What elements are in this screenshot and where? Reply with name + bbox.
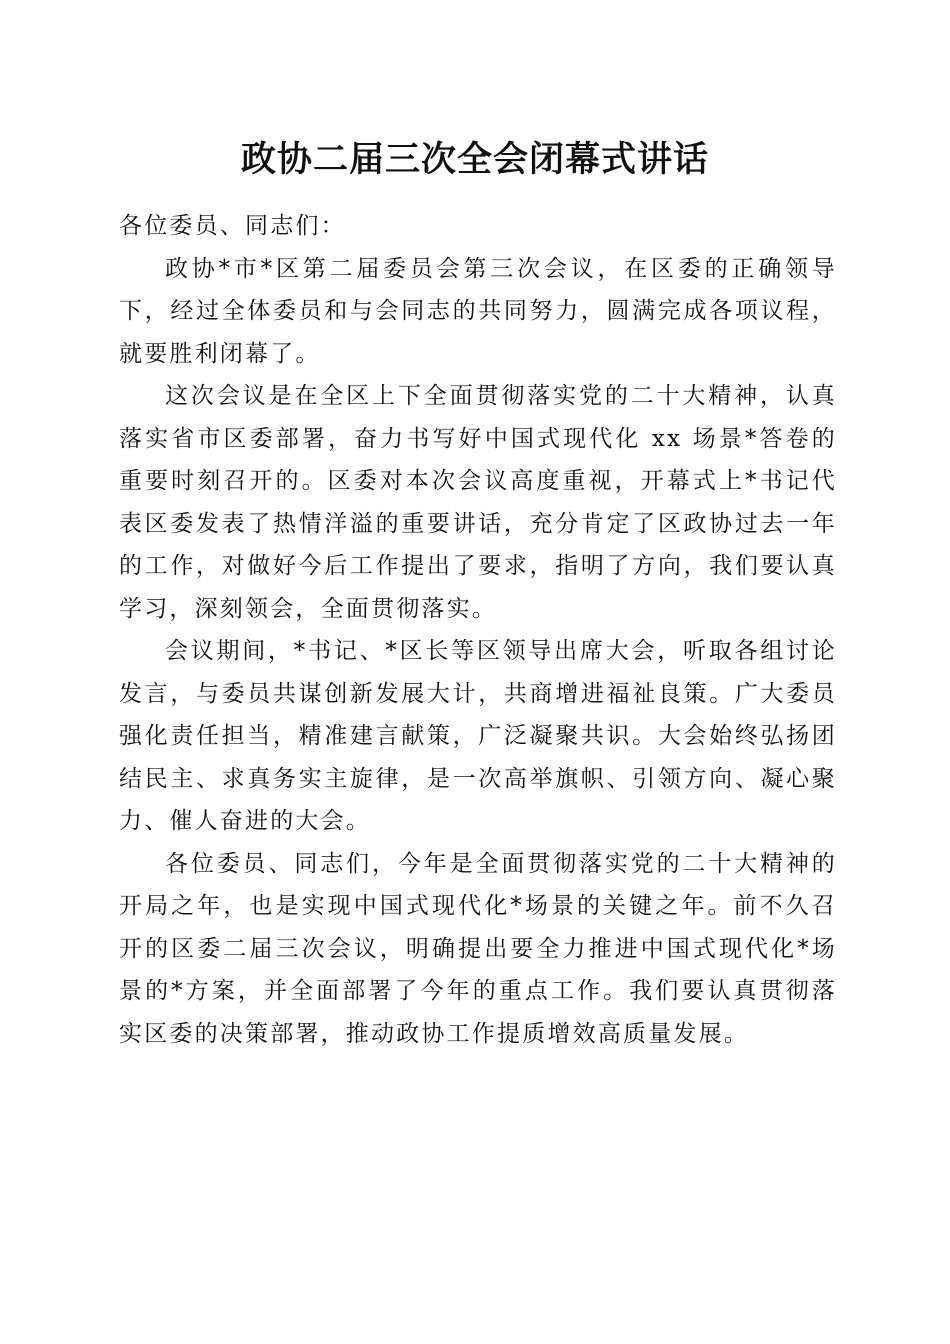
salutation: 各位委员、同志们：: [119, 213, 346, 239]
paragraph-3: 会议期间，*书记、*区长等区领导出席大会，听取各组讨论发言，与委员共谋创新发展大计，共商增进福祉良策。广大委员强化责任担当，精准建言献策，广泛凝聚共识。大会始终弘扬团结民主、求真务实主旋律，是一次高举旗帜、引领方向、凝心聚力、催人奋进的大会。: [119, 638, 837, 834]
paragraph-4: 各位委员、同志们，今年是全面贯彻落实党的二十大精神的开局之年，也是实现中国式现代化*场景的关键之年。前不久召开的区委二届三次会议，明确提出要全力推进中国式现代化*场景的*方案，并全面部署了今年的重点工作。我们要认真贯彻落实区委的决策部署，推动政协工作提质增效高质量发展。: [119, 850, 837, 1047]
document-body: [119, 205, 837, 1055]
paragraph-1: 政协*市*区第二届委员会第三次会议，在区委的正确领导下，经过全体委员和与会同志的共同努力，圆满完成各项议程，就要胜利闭幕了。: [119, 255, 837, 367]
paragraph-2: 这次会议是在全区上下全面贯彻落实党的二十大精神，认真落实省市区委部署，奋力书写好中国式现代化 xx 场景*答卷的重要时刻召开的。区委对本次会议高度重视，开幕式上*书记代表区委发表了热情洋溢的重要讲话，充分肯定了区政协过去一年的工作，对做好今后工作提出了要求，指明了方向，我们要认真学习，深刻领会，全面贯彻落实。: [119, 383, 837, 622]
document-title: 政协二届三次全会闭幕式讲话: [240, 139, 709, 180]
